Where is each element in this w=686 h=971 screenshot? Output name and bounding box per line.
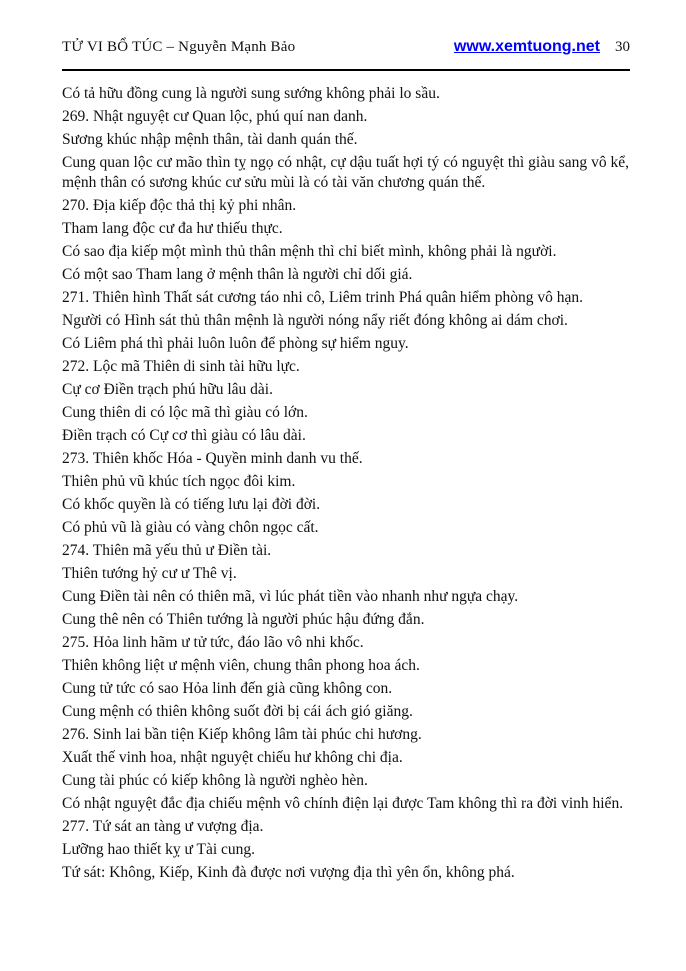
page-number: 30: [615, 39, 630, 55]
paragraph: Cung thê nên có Thiên tướng là người phúc hậu đứng đắn.: [62, 611, 425, 628]
paragraph: 269. Nhật nguyệt cư Quan lộc, phú quí nan danh.: [62, 108, 368, 125]
paragraph: Có Liêm phá thì phải luôn luôn để phòng sự hiểm nguy.: [62, 335, 409, 352]
page-header: [62, 38, 630, 56]
paragraph: 274. Thiên mã yếu thủ ư Điền tài.: [62, 542, 272, 559]
paragraph: Có khốc quyền là có tiếng lưu lại đời đời.: [62, 496, 321, 513]
paragraph: Sương khúc nhập mệnh thân, tài danh quán thế.: [62, 131, 358, 148]
paragraph: Tứ sát: Không, Kiếp, Kinh đà được nơi vượng địa thì yên ổn, không phá.: [62, 864, 515, 881]
paragraph: Cung quan lộc cư mão thìn tỵ ngọ có nhật, cự dậu tuất hợi tý có nguyệt thì giàu sang vô kể, mệnh thân có sương khúc cư sửu mùi là có tài văn chương quán thế.: [62, 154, 629, 191]
paragraph: 277. Tứ sát an tàng ư vượng địa.: [62, 818, 264, 835]
paragraph: Cung mệnh có thiên không suốt đời bị cái ách gió giăng.: [62, 703, 413, 720]
paragraph: Có một sao Tham lang ở mệnh thân là người chỉ dối giá.: [62, 266, 413, 283]
paragraph: Cự cơ Điền trạch phú hữu lâu dài.: [62, 381, 273, 398]
paragraph: Có sao địa kiếp một mình thủ thân mệnh thì chỉ biết mình, không phải là người.: [62, 243, 557, 260]
header-divider: [62, 69, 630, 71]
paragraph: Có nhật nguyệt đắc địa chiếu mệnh vô chính điện lại được Tam không thì ra đời vinh hiển.: [62, 795, 624, 812]
paragraph: Thiên phủ vũ khúc tích ngọc đôi kim.: [62, 473, 296, 490]
paragraph: Cung tài phúc có kiếp không là người nghèo hèn.: [62, 772, 368, 789]
paragraph: Thiên không liệt ư mệnh viên, chung thân phong hoa ách.: [62, 657, 420, 674]
paragraph: Tham lang độc cư đa hư thiếu thực.: [62, 220, 283, 237]
paragraph: Xuất thế vinh hoa, nhật nguyệt chiếu hư không chi địa.: [62, 749, 403, 766]
paragraph: 275. Hỏa linh hãm ư tử tức, đáo lão vô nhi khốc.: [62, 634, 364, 651]
paragraph: Điền trạch có Cự cơ thì giàu có lâu dài.: [62, 427, 306, 444]
paragraph: 270. Địa kiếp độc thả thị kỷ phi nhân.: [62, 197, 297, 214]
body-text: [62, 84, 629, 886]
paragraph: Có tả hữu đồng cung là người sung sướng không phải lo sầu.: [62, 85, 440, 102]
paragraph: Có phủ vũ là giàu có vàng chôn ngọc cất.: [62, 519, 319, 536]
paragraph: Cung Điền tài nên có thiên mã, vì lúc phát tiền vào nhanh như ngựa chạy.: [62, 588, 519, 605]
paragraph: Cung thiên di có lộc mã thì giàu có lớn.: [62, 404, 308, 421]
book-title: TỬ VI BỔ TÚC – Nguyễn Mạnh Bảo: [62, 39, 296, 55]
header-right-group: [454, 38, 630, 56]
paragraph: 276. Sinh lai bần tiện Kiếp không lâm tài phúc chi hương.: [62, 726, 422, 743]
paragraph: Lưỡng hao thiết kỵ ư Tài cung.: [62, 841, 256, 858]
paragraph: 273. Thiên khốc Hóa - Quyền minh danh vu thế.: [62, 450, 363, 467]
website-link[interactable]: www.xemtuong.net: [453, 38, 600, 55]
paragraph: Người có Hình sát thủ thân mệnh là người nóng nẩy riết đóng không ai dám chơi.: [62, 312, 568, 329]
paragraph: Cung tử tức có sao Hỏa linh đến già cũng không con.: [62, 680, 393, 697]
paragraph: 272. Lộc mã Thiên di sinh tài hữu lực.: [62, 358, 300, 375]
paragraph: 271. Thiên hình Thất sát cương táo nhi cô, Liêm trinh Phá quân hiểm phòng vô hạn.: [62, 289, 583, 306]
paragraph: Thiên tướng hỷ cư ư Thê vị.: [62, 565, 237, 582]
